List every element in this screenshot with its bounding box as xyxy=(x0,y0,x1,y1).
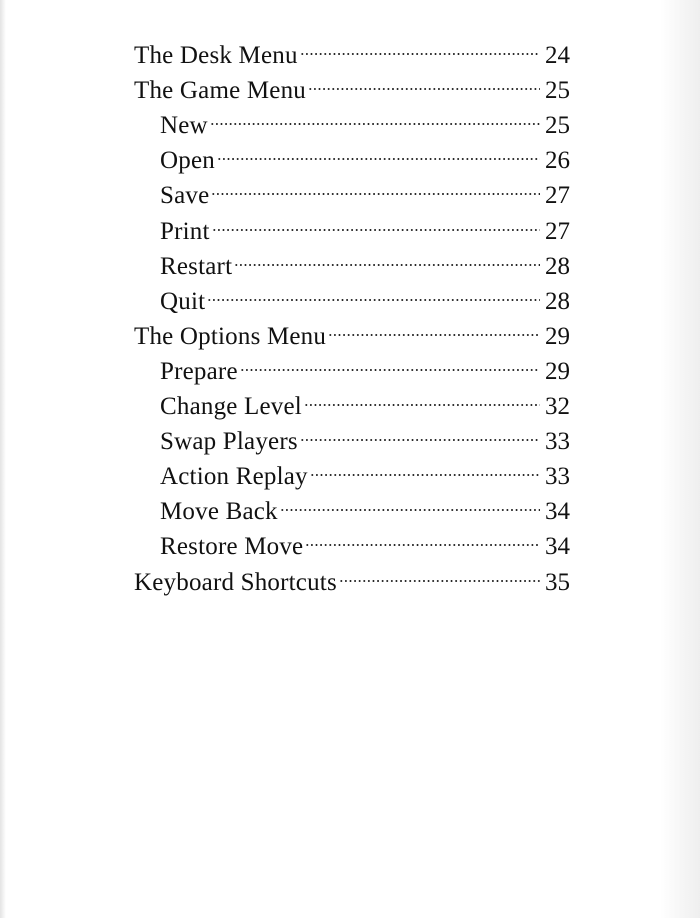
toc-entry-title: Open xyxy=(160,147,215,175)
toc-entry-page: 27 xyxy=(545,217,570,245)
toc-entry-page: 28 xyxy=(545,252,570,280)
table-of-contents xyxy=(134,28,570,596)
toc-entry-page: 29 xyxy=(545,322,570,350)
toc-dot-leader xyxy=(300,28,540,63)
page-edge-shadow-left xyxy=(0,0,6,918)
toc-dot-leader xyxy=(207,274,540,309)
toc-dot-leader xyxy=(305,519,540,554)
toc-entry-page: 29 xyxy=(545,357,570,385)
toc-entry-title: Quit xyxy=(160,287,206,315)
toc-entry-title: Print xyxy=(160,217,210,245)
toc-dot-leader xyxy=(217,133,540,168)
toc-dot-leader xyxy=(339,554,540,589)
toc-entry-page: 27 xyxy=(545,182,570,210)
toc-entry-title: Change Level xyxy=(160,393,302,421)
toc-dot-leader xyxy=(308,63,540,98)
toc-entry-page: 35 xyxy=(545,568,570,596)
toc-entry-page: 33 xyxy=(545,428,570,456)
toc-entry-page: 26 xyxy=(545,147,570,175)
toc-entry-page: 33 xyxy=(545,463,570,491)
toc-dot-leader xyxy=(304,379,540,414)
toc-dot-leader xyxy=(300,414,540,449)
toc-entry-page: 28 xyxy=(545,287,570,315)
toc-entry-title: Keyboard Shortcuts xyxy=(134,568,337,596)
toc-entry-page: 25 xyxy=(545,77,570,105)
page-edge-shadow-right xyxy=(660,0,700,918)
toc-entry-page: 24 xyxy=(545,42,570,70)
toc-entry-page: 34 xyxy=(545,498,570,526)
toc-entry-title: The Game Menu xyxy=(134,77,306,105)
toc-entry-title: Action Replay xyxy=(160,463,308,491)
toc-dot-leader xyxy=(211,168,540,203)
toc-entry-page: 25 xyxy=(545,112,570,140)
toc-dot-leader xyxy=(310,449,540,484)
toc-entry-desk-menu xyxy=(134,28,570,70)
toc-entry-title: The Desk Menu xyxy=(134,42,298,70)
toc-entry-title: Restore Move xyxy=(160,533,304,561)
toc-dot-leader xyxy=(234,239,540,274)
toc-entry-title: Prepare xyxy=(160,357,238,385)
toc-entry-page: 32 xyxy=(545,393,570,421)
toc-dot-leader xyxy=(212,203,540,238)
toc-entry-title: Move Back xyxy=(160,498,278,526)
toc-dot-leader xyxy=(280,484,540,519)
toc-entry-title: Restart xyxy=(160,252,233,280)
toc-dot-leader xyxy=(328,309,540,344)
toc-entry-title: The Options Menu xyxy=(134,322,327,350)
toc-entry-page: 34 xyxy=(545,533,570,561)
toc-dot-leader xyxy=(210,98,540,133)
toc-dot-leader xyxy=(240,344,540,379)
toc-entry-title: Swap Players xyxy=(160,428,298,456)
toc-entry-title: Save xyxy=(160,182,210,210)
toc-entry-title: New xyxy=(160,112,208,140)
